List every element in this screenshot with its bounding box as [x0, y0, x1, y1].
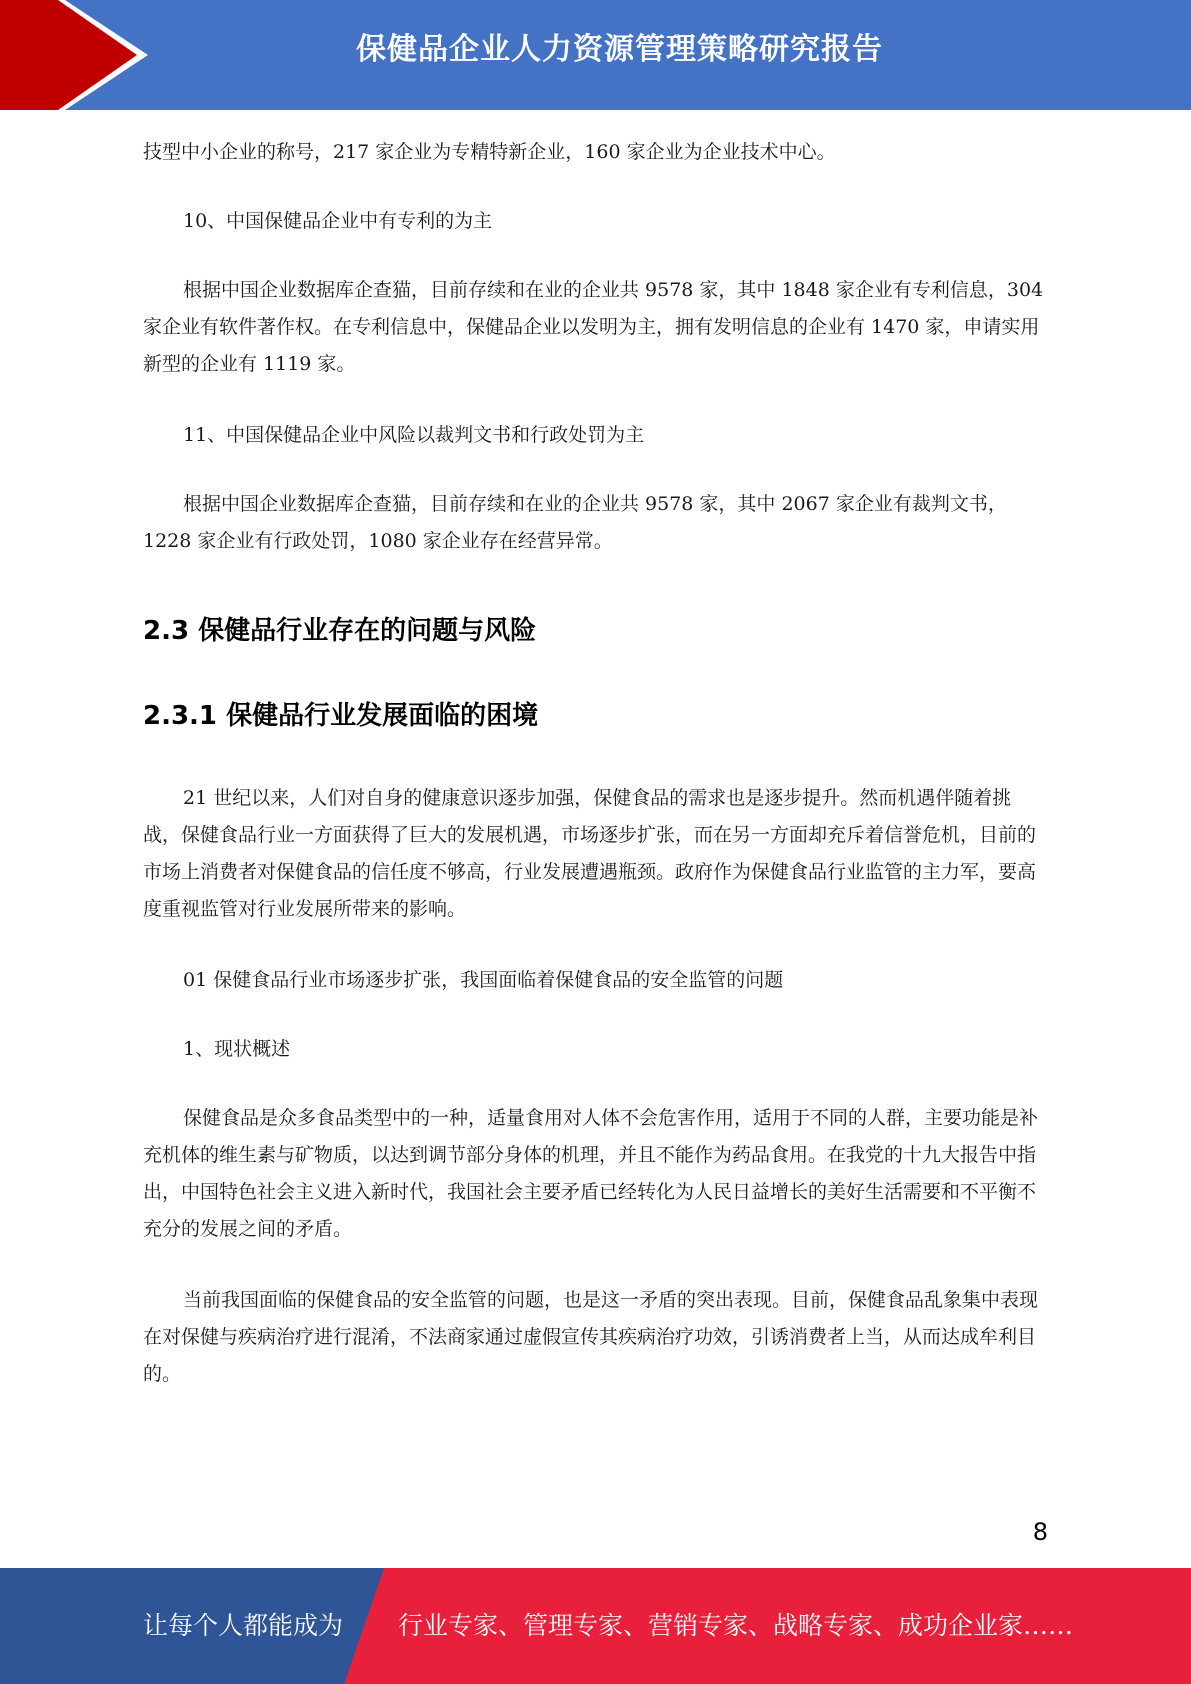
footer-slogan-left: 让每个人都能成为	[143, 1611, 344, 1640]
paragraph: 21 世纪以来，人们对自身的健康意识逐步加强，保健食品的需求也是逐步提升。然而机遇伴随着挑战，保健食品行业一方面获得了巨大的发展机遇，市场逐步扩张，而在另一方面却充斥着信誉危机，目前的市场上消费者对保健食品的信任度不够高，行业发展遭遇瓶颈。政府作为保健食品行业监管的主力军，要高度重视监管对行业发展所带来的影响。	[143, 787, 1037, 920]
paragraph: 技型中小企业的称号，217 家企业为专精特新企业，160 家企业为企业技术中心。	[143, 141, 836, 163]
page-footer	[0, 1568, 1191, 1684]
footer-slogan-right: 行业专家、管理专家、营销专家、战略专家、成功企业家……	[398, 1611, 1074, 1640]
list-heading: 1、现状概述	[183, 1038, 291, 1060]
paragraph: 根据中国企业数据库企查猫，目前存续和在业的企业共 9578 家，其中 2067 家企业有裁判文书，1228 家企业有行政处罚，1080 家企业存在经营异常。	[143, 493, 1007, 552]
report-title: 保健品企业人力资源管理策略研究报告	[356, 32, 883, 67]
list-heading: 11、中国保健品企业中风险以裁判文书和行政处罚为主	[183, 424, 645, 446]
page-header	[0, 0, 1191, 110]
subsection-heading: 2.3.1 保健品行业发展面临的困境	[143, 701, 539, 731]
list-heading: 01 保健食品行业市场逐步扩张，我国面临着保健食品的安全监管的问题	[183, 969, 784, 991]
page-number: 8	[1032, 1518, 1048, 1546]
list-heading: 10、中国保健品企业中有专利的为主	[183, 210, 493, 232]
paragraph: 根据中国企业数据库企查猫，目前存续和在业的企业共 9578 家，其中 1848 家企业有专利信息，304 家企业有软件著作权。在专利信息中，保健品企业以发明为主，拥有发明信息的企业有 1470 家，申请实用新型的企业有 1119 家。	[143, 279, 1044, 375]
paragraph: 保健食品是众多食品类型中的一种，适量食用对人体不会危害作用，适用于不同的人群，主要功能是补充机体的维生素与矿物质，以达到调节部分身体的机理，并且不能作为药品食用。在我党的十九大报告中指出，中国特色社会主义进入新时代，我国社会主要矛盾已经转化为人民日益增长的美好生活需要和不平衡不充分的发展之间的矛盾。	[143, 1107, 1039, 1240]
document-body	[143, 134, 1045, 1427]
paragraph: 当前我国面临的保健食品的安全监管的问题，也是这一矛盾的突出表现。目前，保健食品乱象集中表现在对保健与疾病治疗进行混淆，不法商家通过虚假宣传其疾病治疗功效，引诱消费者上当，从而达成牟利目的。	[143, 1289, 1039, 1385]
section-heading: 2.3 保健品行业存在的问题与风险	[143, 616, 537, 646]
